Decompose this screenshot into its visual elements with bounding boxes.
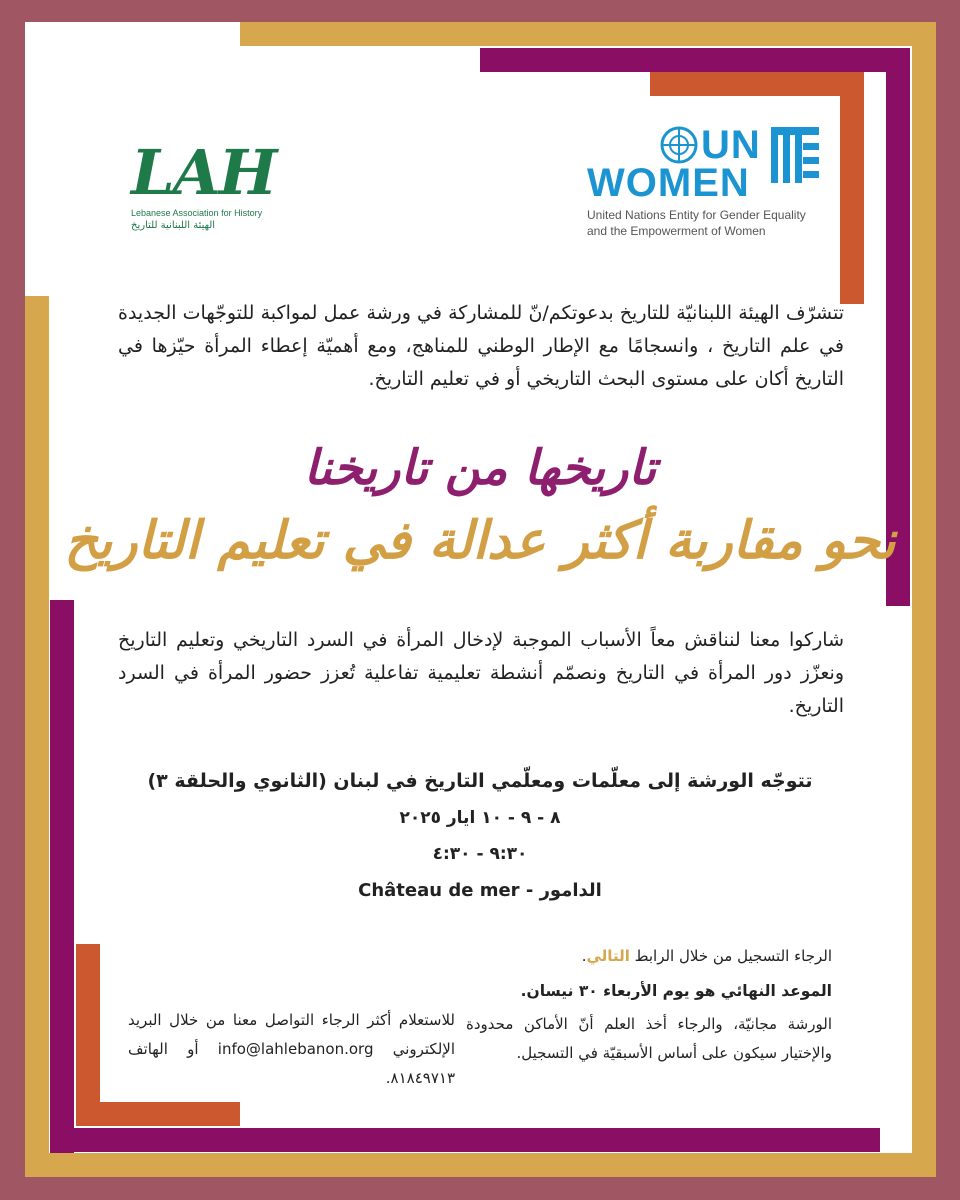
frame-bar-bottom-purple	[50, 1128, 880, 1152]
un-emblem-icon	[659, 125, 699, 165]
unwomen-symbol-icon	[767, 125, 823, 197]
lah-logo-english: Lebanese Association for History	[131, 208, 263, 218]
frame-bar-top-orange	[840, 72, 864, 304]
lah-logo-mark: LAH	[131, 136, 276, 209]
location-line: الدامور - Château de mer	[358, 880, 602, 901]
unwomen-logo-line2: WOMEN	[587, 161, 750, 205]
lah-logo-arabic: الهيئة اللبنانية للتاريخ	[131, 220, 216, 231]
lah-logo	[131, 138, 276, 248]
description-paragraph: شاركوا معنا لنناقش معاً الأسباب الموجبة لإدخال المرأة في السرد التاريخي وتعليم التاريخ ونعزّز دور المرأة في التاريخ ونصمّم أنشطة تعليمية تفاعلية تُعزز حضور المرأة في السرد التاريخ.	[118, 629, 844, 717]
intro-paragraph: تتشرّف الهيئة اللبنانيّة للتاريخ بدعوتكم/نّ للمشاركة في ورشة عمل لمواكبة للتوجّهات الجديدة في علم التاريخ ، وانسجامًا مع الإطار الوطني للمناهج، ومع أهميّة إعطاء المرأة حيّزها في التاريخ أكان على مستوى البحث التاريخي أو في تعليم التاريخ.	[118, 302, 844, 390]
registration-link[interactable]: التالي	[586, 947, 630, 965]
frame-bar-right-gold	[912, 22, 936, 1177]
time-line: ٩:٣٠ - ٤:٣٠	[432, 844, 528, 864]
frame-bar-left-orange	[76, 944, 100, 1126]
registration-lead: الرجاء التسجيل من خلال الرابط	[634, 947, 832, 965]
unwomen-logo	[587, 125, 837, 245]
frame-bar-top-gold	[240, 22, 936, 46]
headline-title: تاريخها من تاريخنا	[303, 440, 657, 496]
headline-subtitle: نحو مقاربة أكثر عدالة في تعليم التاريخ	[64, 510, 896, 571]
unwomen-logo-subtitle2: and the Empowerment of Women	[587, 224, 766, 238]
frame-bar-bottom-orange	[76, 1102, 240, 1126]
frame-bar-left-gold	[25, 296, 49, 1177]
unwomen-logo-subtitle1: United Nations Entity for Gender Equality	[587, 208, 806, 222]
unwomen-logo-line1: UN	[701, 123, 761, 167]
registration-note: الورشة مجانيّة، والرجاء أخذ العلم أنّ الأماكن محدودة والإختيار سيكون على أساس الأسبقيّة في التسجيل.	[466, 1015, 832, 1062]
contact-block: للاستعلام أكثر الرجاء التواصل معنا من خلال البريد الإلكتروني info@lahlebanon.org أو الهاتف ٨١٨٤٩٧١٣.	[128, 1011, 455, 1087]
registration-deadline: الموعد النهائي هو يوم الأربعاء ٣٠ نيسان.	[520, 982, 832, 1000]
registration-block: الرجاء التسجيل من خلال الرابط التالي. الموعد النهائي هو يوم الأربعاء ٣٠ نيسان. الورشة مجانيّة، والرجاء أخذ العلم أنّ الأماكن محدودة والإختيار سيكون على أساس الأسبقيّة في التسجيل.	[466, 942, 832, 1068]
frame-bar-left-purple	[50, 600, 74, 1153]
frame-bar-top-orange-h	[650, 72, 864, 96]
frame-bar-top-purple	[480, 48, 910, 72]
audience-line: تتوجّه الورشة إلى معلّمات ومعلّمي التاريخ في لبنان (الثانوي والحلقة ٣)	[147, 770, 813, 792]
frame-bar-bottom-gold	[25, 1153, 936, 1177]
dates-line: ٨ - ٩ - ١٠ ايار ٢٠٢٥	[399, 808, 561, 828]
